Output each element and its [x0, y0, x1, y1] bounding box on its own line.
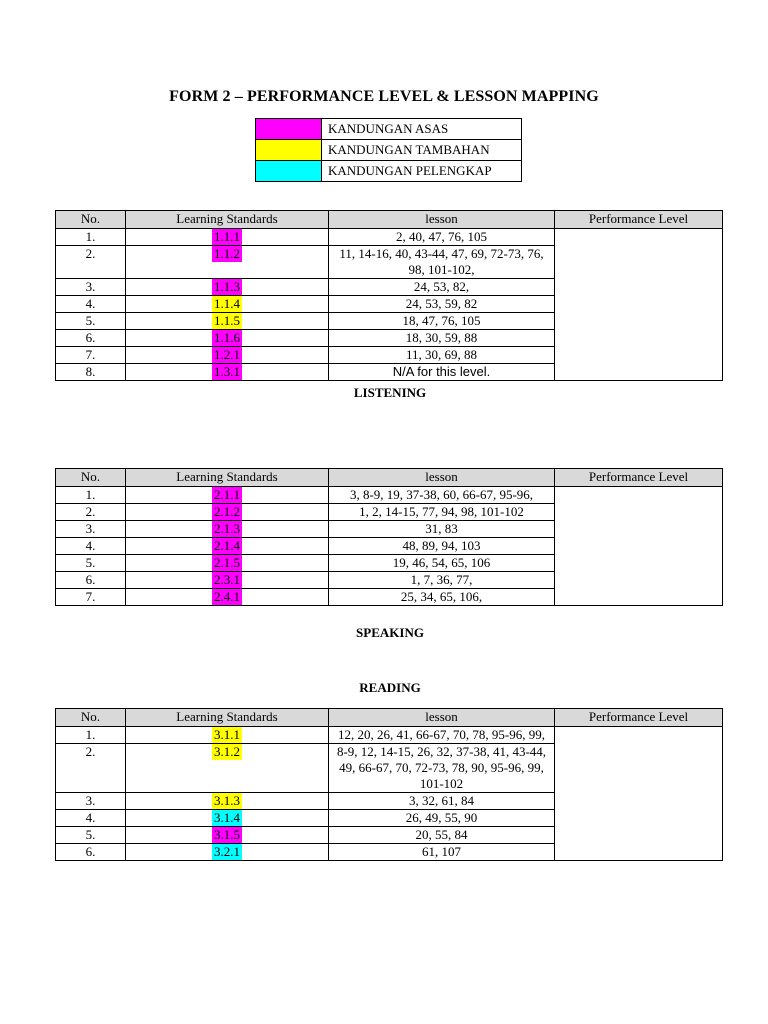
row-no: 5. — [56, 555, 126, 572]
row-standard — [126, 487, 329, 504]
legend-swatch-pelengkap — [256, 161, 322, 182]
row-no: 3. — [56, 521, 126, 538]
section-label-speaking: SPEAKING — [356, 625, 424, 640]
header-standards: Learning Standards — [126, 469, 329, 487]
legend-label-pelengkap: KANDUNGAN PELENGKAP — [322, 161, 522, 182]
row-standard — [126, 589, 329, 606]
legend-swatch-tambahan — [256, 140, 322, 161]
table-header-row — [56, 709, 723, 727]
table-header-row — [56, 469, 723, 487]
standard-code: 2.3.1 — [214, 572, 240, 587]
row-lesson: 31, 83 — [329, 521, 555, 538]
row-lesson: 2, 40, 47, 76, 105 — [329, 229, 555, 246]
standard-code: 1.1.6 — [214, 330, 240, 345]
standard-code: 3.2.1 — [214, 844, 240, 859]
row-no: 6. — [56, 330, 126, 347]
row-no: 2. — [56, 246, 126, 279]
section-label-listening: LISTENING — [353, 385, 427, 400]
row-standard — [126, 827, 329, 844]
standard-code: 1.3.1 — [214, 364, 240, 379]
table-row — [56, 229, 723, 246]
row-no: 4. — [56, 810, 126, 827]
performance-level-cell — [555, 229, 723, 381]
row-standard — [126, 727, 329, 744]
header-performance: Performance Level — [555, 469, 723, 487]
row-no: 5. — [56, 313, 126, 330]
section-label-reading: READING — [359, 680, 421, 695]
legend-row-asas — [256, 119, 522, 140]
row-no: 1. — [56, 727, 126, 744]
header-standards: Learning Standards — [126, 709, 329, 727]
row-lesson: N/A for this level. — [329, 364, 555, 381]
reading-table — [55, 708, 723, 861]
header-lesson: lesson — [329, 211, 555, 229]
row-standard — [126, 364, 329, 381]
header-performance: Performance Level — [555, 709, 723, 727]
table-row — [56, 727, 723, 744]
page-title: FORM 2 – PERFORMANCE LEVEL & LESSON MAPPING — [169, 88, 599, 105]
header-lesson: lesson — [329, 709, 555, 727]
row-standard — [126, 246, 329, 279]
legend-swatch-asas — [256, 119, 322, 140]
row-no: 6. — [56, 572, 126, 589]
row-standard — [126, 504, 329, 521]
row-lesson: 18, 47, 76, 105 — [329, 313, 555, 330]
standard-code: 2.1.5 — [214, 555, 240, 570]
row-standard — [126, 330, 329, 347]
row-standard — [126, 793, 329, 810]
row-standard — [126, 521, 329, 538]
header-lesson: lesson — [329, 469, 555, 487]
color-legend — [255, 118, 522, 182]
listening-table — [55, 210, 723, 381]
header-no: No. — [56, 211, 126, 229]
row-no: 2. — [56, 744, 126, 793]
row-lesson: 1, 2, 14-15, 77, 94, 98, 101-102 — [329, 504, 555, 521]
row-no: 6. — [56, 844, 126, 861]
standard-code: 2.1.1 — [214, 487, 240, 502]
standard-code: 2.4.1 — [214, 589, 240, 604]
row-lesson: 20, 55, 84 — [329, 827, 555, 844]
row-lesson: 8-9, 12, 14-15, 26, 32, 37-38, 41, 43-44, 49, 66-67, 70, 72-73, 78, 90, 95-96, 99, 101-102 — [329, 744, 555, 793]
row-lesson: 11, 30, 69, 88 — [329, 347, 555, 364]
header-performance: Performance Level — [555, 211, 723, 229]
standard-code: 1.1.4 — [214, 296, 240, 311]
header-no: No. — [56, 709, 126, 727]
row-standard — [126, 313, 329, 330]
table-header-row — [56, 211, 723, 229]
row-no: 2. — [56, 504, 126, 521]
standard-code: 2.1.4 — [214, 538, 240, 553]
row-no: 4. — [56, 296, 126, 313]
header-no: No. — [56, 469, 126, 487]
standard-code: 3.1.4 — [214, 810, 240, 825]
standard-code: 1.1.3 — [214, 279, 240, 294]
table-row — [56, 487, 723, 504]
row-no: 1. — [56, 487, 126, 504]
row-no: 3. — [56, 793, 126, 810]
row-standard — [126, 296, 329, 313]
row-lesson: 3, 32, 61, 84 — [329, 793, 555, 810]
row-no: 4. — [56, 538, 126, 555]
row-lesson: 61, 107 — [329, 844, 555, 861]
row-standard — [126, 555, 329, 572]
row-lesson: 1, 7, 36, 77, — [329, 572, 555, 589]
row-no: 7. — [56, 589, 126, 606]
row-lesson: 19, 46, 54, 65, 106 — [329, 555, 555, 572]
performance-level-cell — [555, 487, 723, 606]
row-standard — [126, 744, 329, 793]
row-no: 5. — [56, 827, 126, 844]
row-lesson: 25, 34, 65, 106, — [329, 589, 555, 606]
row-lesson: 18, 30, 59, 88 — [329, 330, 555, 347]
legend-label-tambahan: KANDUNGAN TAMBAHAN — [322, 140, 522, 161]
standard-code: 1.1.1 — [214, 229, 240, 244]
row-standard — [126, 538, 329, 555]
row-standard — [126, 347, 329, 364]
row-no: 1. — [56, 229, 126, 246]
standard-code: 2.1.2 — [214, 504, 240, 519]
row-lesson: 24, 53, 59, 82 — [329, 296, 555, 313]
standard-code: 1.1.5 — [214, 313, 240, 328]
row-standard — [126, 572, 329, 589]
row-standard — [126, 279, 329, 296]
row-lesson: 12, 20, 26, 41, 66-67, 70, 78, 95-96, 99, — [329, 727, 555, 744]
standard-code: 3.1.1 — [214, 727, 240, 742]
header-standards: Learning Standards — [126, 211, 329, 229]
row-standard — [126, 844, 329, 861]
legend-row-pelengkap — [256, 161, 522, 182]
row-lesson: 3, 8-9, 19, 37-38, 60, 66-67, 95-96, — [329, 487, 555, 504]
speaking-table — [55, 468, 723, 606]
legend-label-asas: KANDUNGAN ASAS — [322, 119, 522, 140]
standard-code: 1.1.2 — [214, 246, 240, 261]
row-lesson: 26, 49, 55, 90 — [329, 810, 555, 827]
row-no: 3. — [56, 279, 126, 296]
standard-code: 3.1.3 — [214, 793, 240, 808]
row-no: 7. — [56, 347, 126, 364]
row-standard — [126, 810, 329, 827]
row-no: 8. — [56, 364, 126, 381]
standard-code: 3.1.2 — [214, 744, 240, 759]
standard-code: 2.1.3 — [214, 521, 240, 536]
row-standard — [126, 229, 329, 246]
row-lesson: 48, 89, 94, 103 — [329, 538, 555, 555]
standard-code: 3.1.5 — [214, 827, 240, 842]
row-lesson: 24, 53, 82, — [329, 279, 555, 296]
row-lesson: 11, 14-16, 40, 43-44, 47, 69, 72-73, 76, 98, 101-102, — [329, 246, 555, 279]
performance-level-cell — [555, 727, 723, 861]
legend-row-tambahan — [256, 140, 522, 161]
standard-code: 1.2.1 — [214, 347, 240, 362]
